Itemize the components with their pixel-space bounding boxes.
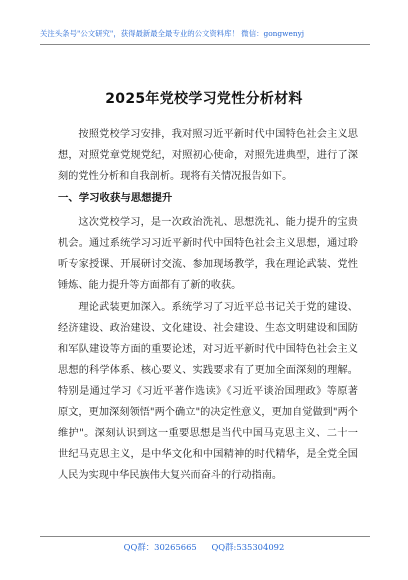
section-heading-1: 一、学习收获与思想提升 (58, 192, 173, 204)
footer (0, 541, 408, 553)
document-title: 2025年党校学习党性分析材料 (105, 91, 303, 107)
footer-divider (40, 536, 370, 537)
footer-qq-group-1: QQ群：30265665 (123, 542, 197, 552)
footer-qq-group-2: QQ群:535304092 (211, 542, 285, 552)
header-notice: 关注头条号"公文研究"，获得最新最全最专业的公文资料库！ 微信：gongwenyj (40, 29, 305, 38)
header-divider (40, 44, 370, 45)
section1-paragraph-2: 理论武装更加深入。系统学习了习近平总书记关于党的建设、经济建设、政治建设、文化建设、社会建设、生态文明建设和国防和军队建设等方面的重要论述，对习近平新时代中国特色社会主义思想的科学体系、核心要义、实践要求有了更加全面深刻的理解。特别是通过学习《习近平著作选读》《习近平谈治国理政》等原著原文，更加深刻领悟"两个确立"的决定性意义，更加自觉做到"两个维护"。深刻认识到这一重要思想是当代中国马克思主义、二十一世纪马克思主义，是中华文化和中国精神的时代精华，是全党全国人民为实现中华民族伟大复兴而奋斗的行动指南。 (58, 302, 358, 481)
intro-paragraph: 按照党校学习安排，我对照习近平新时代中国特色社会主义思想，对照党章党规党纪，对照初心使命，对照先进典型，进行了深刻的党性分析和自我剖析。现将有关情况报告如下。 (58, 129, 358, 182)
section1-paragraph-1: 这次党校学习，是一次政治洗礼、思想洗礼、能力提升的宝贵机会。通过系统学习习近平新时代中国特色社会主义思想，通过聆听专家授课、开展研讨交流、参加现场教学，我在理论武装、党性锤炼、能力提升等方面都有了新的收获。 (58, 217, 358, 291)
